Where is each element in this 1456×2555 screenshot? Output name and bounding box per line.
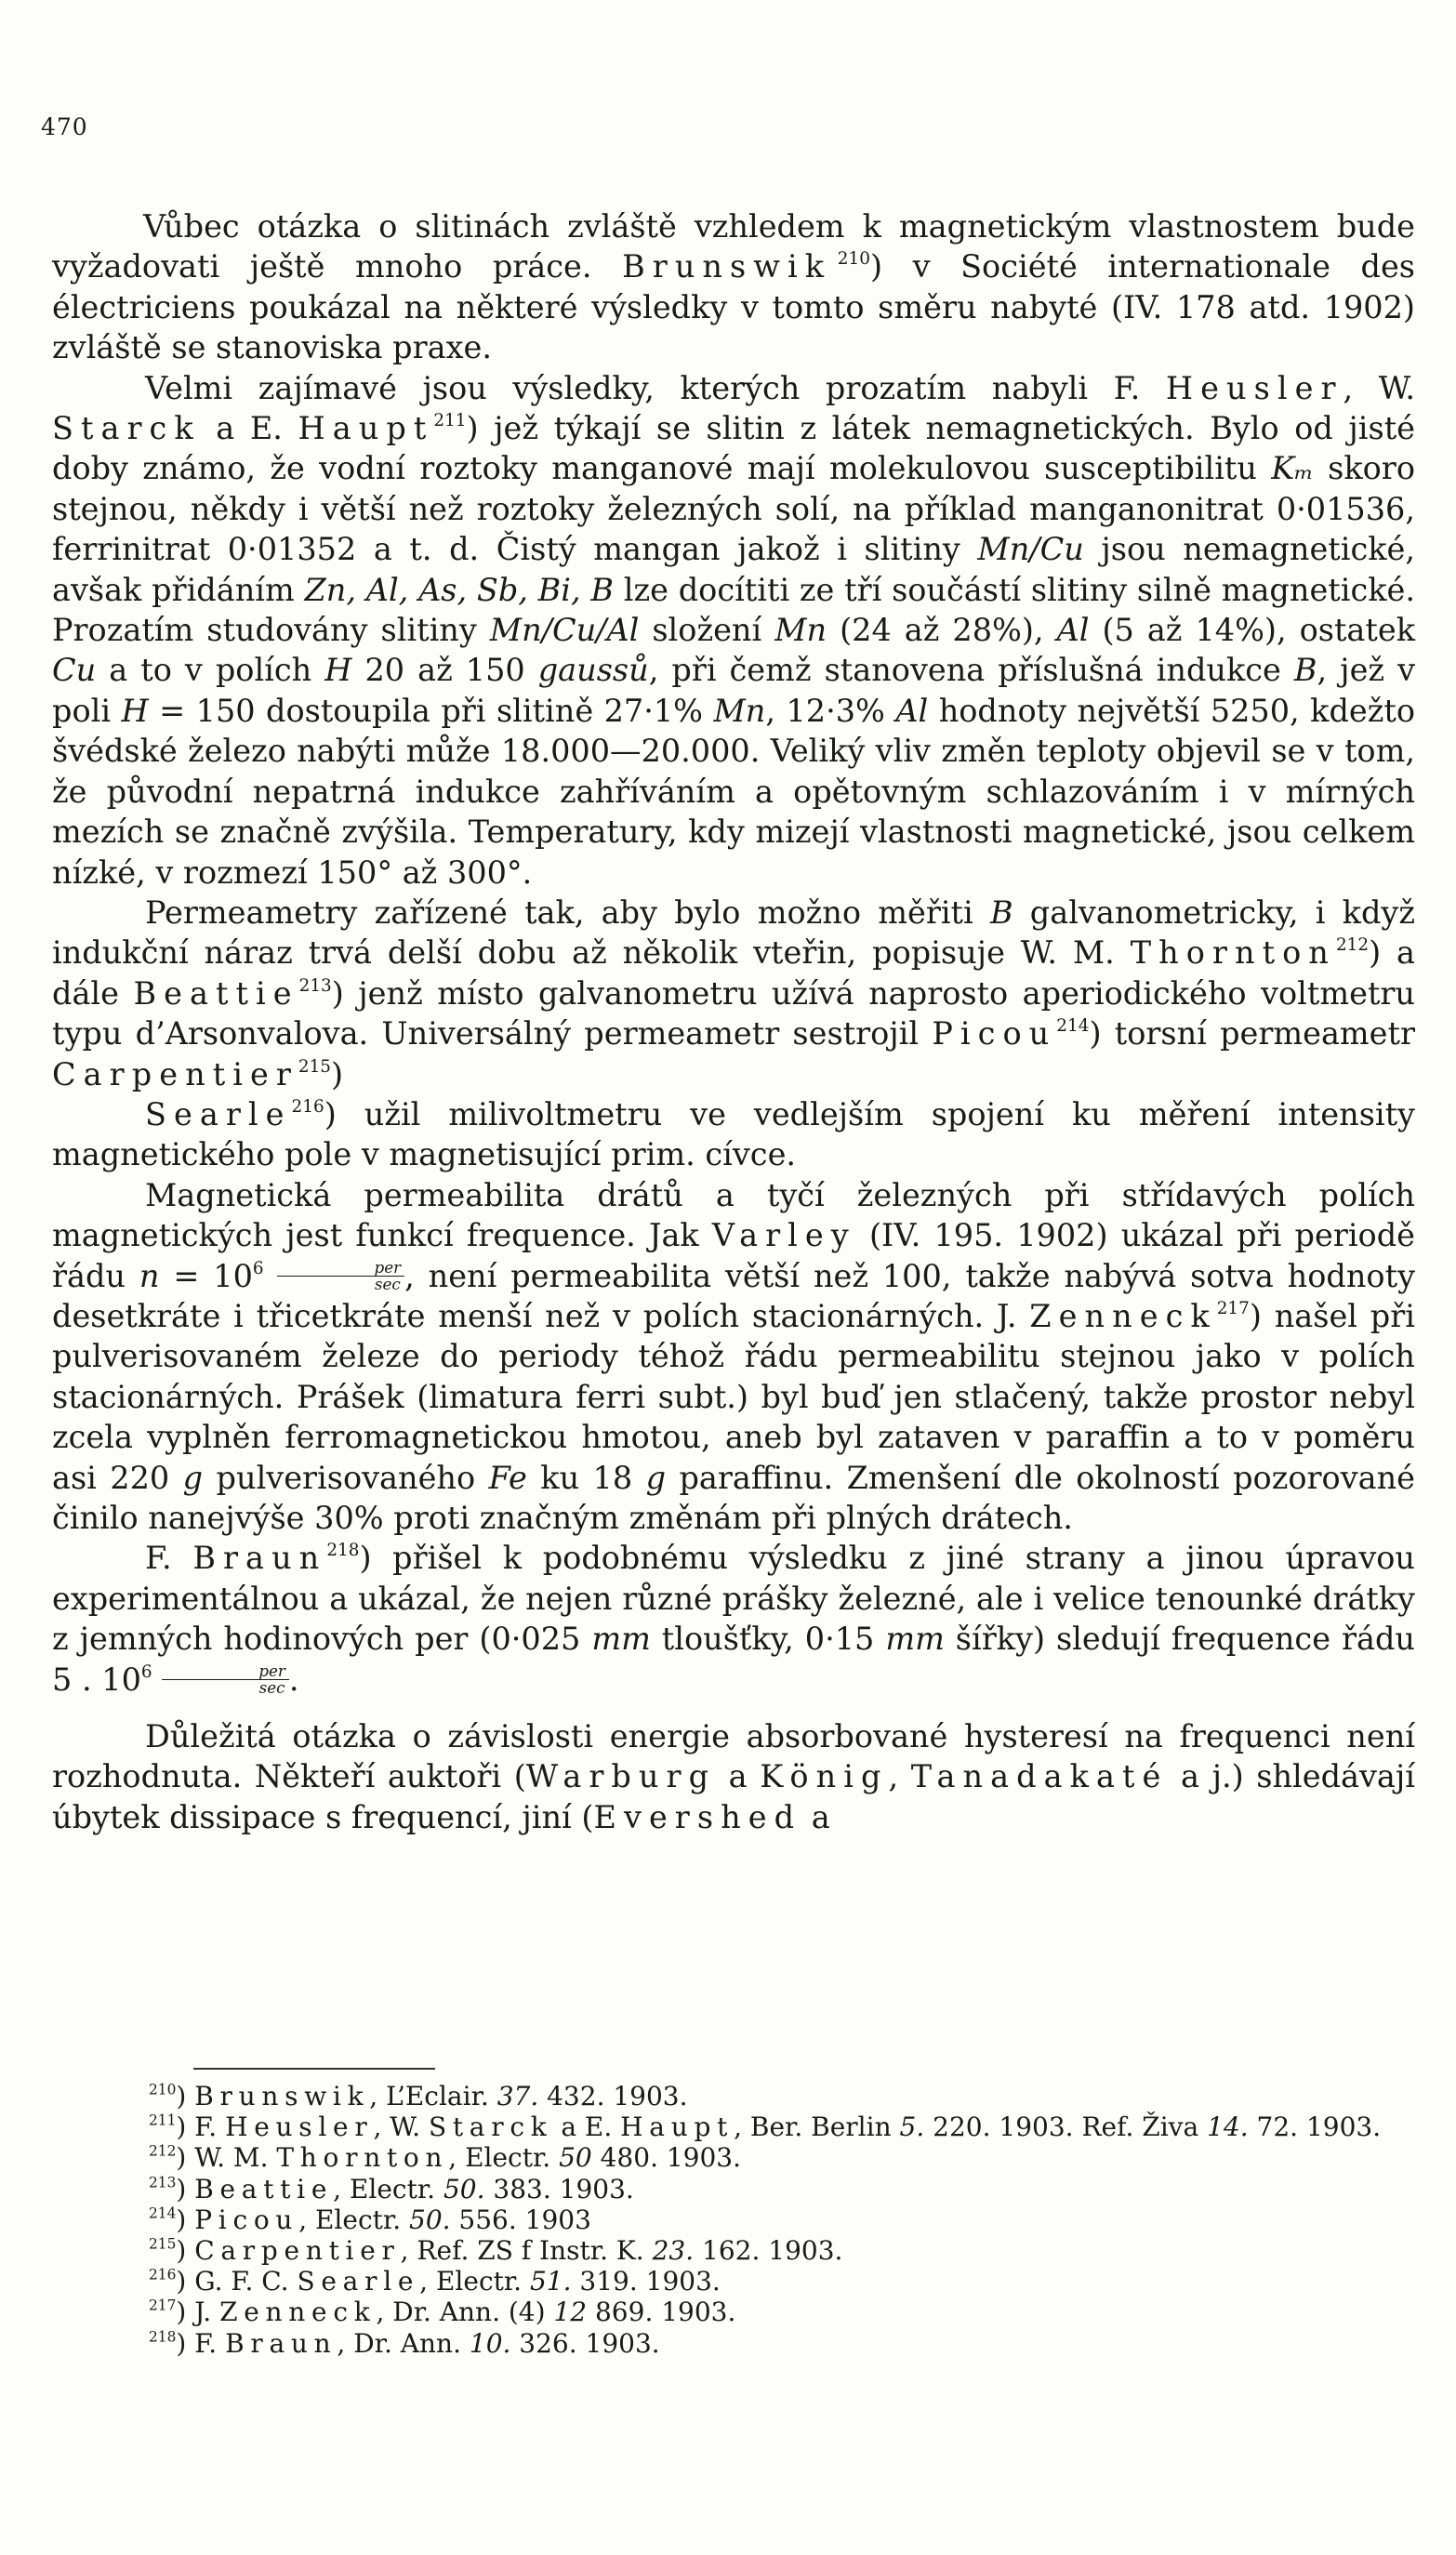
author-name: Heusler <box>1165 369 1343 406</box>
footnote-number: 217 <box>149 2297 177 2314</box>
footnote-separator <box>193 2068 435 2070</box>
main-text <box>52 206 1415 1837</box>
paragraph-3: Permeametry zařízené tak, aby bylo možno měřiti B galvanometricky, i když indukční náraz trvá delší dobu až několik vteřin, popisuje W. M. Thornton$^{212}$) a dále Beattie$^{213}$) jenž místo galvanometru užívá naprosto aperiodického voltmetru typu d’Arsonvalova. Universálný permeametr sestrojil Picou$^{214}$) torsní permeametr Carpentier$^{215}$) <box>52 894 1415 1092</box>
paragraph-2: Velmi zajímavé jsou výsledky, kterých prozatím nabyli F. Heusler, W. Starck a E. Haupt$^{211}$) jež týkají se slitin z látek nemagnetických. Bylo od jisté doby známo, že vodní roztoky manganové mají molekulovou susceptibilitu Kₘ skoro stejnou, někdy i větší než roztoky železných solí, na příklad manganonitrat 0·01536, ferrinitrat 0·01352 a t. d. Čistý mangan jakož i slitiny Mn/Cu jsou nemagnetické, avšak přidáním Zn, Al, As, Sb, Bi, B lze docítiti ze tří součástí slitiny silně magnetické. Prozatím studovány slitiny Mn/Cu/Al složení Mn (24 až 28%), Al (5 až 14%), ostatek Cu a to v polích H 20 až 150 gaussů, při čemž stanovena příslušná indukce B, jež v poli H = 150 dostoupila při slitině 27·1% Mn, 12·3% Al hodnoty největší 5250, kdežto švédské železo nabýti může 18.000—20.000. Veliký vliv změn teploty objevil se v tom, že původní nepatrná indukce zahříváním a opětovným schlazováním i v mírných mezích se značně zvýšila. Temperatury, kdy mizejí vlastnosti magnetické, jsou celkem nízké, v rozmezí 150° až 300°. <box>52 369 1415 891</box>
footnote: $^{214}$) Picou, Electr. 50. 556. 1903 <box>149 2204 591 2235</box>
author-name: Carpentier <box>52 1055 298 1092</box>
footnote-number: 218 <box>149 2328 177 2346</box>
footnote-number: 210 <box>149 2081 177 2098</box>
paragraph-4: Searle$^{216}$) užil milivoltmetru ve vedlejším spojení ku měření intensity magnetického pole v magnetisující prim. cívce. <box>52 1095 1415 1173</box>
footnote-ref: 213 <box>298 975 332 996</box>
author-name: Haupt <box>298 410 434 447</box>
author-name: Searle <box>145 1095 292 1132</box>
footnote-ref: 214 <box>1056 1016 1090 1037</box>
footnote: $^{217}$) J. Zenneck, Dr. Ann. (4) 12 869. 1903. <box>149 2297 736 2328</box>
footnote: $^{215}$) Carpentier, Ref. ZS f Instr. K. 23. 162. 1903. <box>149 2235 843 2267</box>
footnote-ref: 215 <box>298 1056 332 1077</box>
author-name: König <box>760 1758 889 1795</box>
footnote-ref: 217 <box>1216 1299 1250 1319</box>
footnote-number: 213 <box>149 2174 177 2191</box>
author-name: Brunswik <box>622 248 832 285</box>
footnote-number: 214 <box>149 2204 177 2222</box>
author-name: Evershed <box>593 1798 802 1835</box>
footnote-ref: 216 <box>291 1097 324 1118</box>
footnote-ref: 211 <box>433 411 467 431</box>
footnote-number: 215 <box>149 2235 177 2253</box>
author-name: Picou <box>932 1015 1057 1052</box>
author-name: Zenneck <box>1029 1297 1217 1334</box>
paragraph-1: Vůbec otázka o slitinách zvláště vzhledem k magnetickým vlastnostem bude vyžadovati ještě mnoho práce. Brunswik $^{210}$) v Société internationale des électriciens poukázal na některé výsledky v tomto směru nabyté (IV. 178 atd. 1902) zvláště se stanoviska praxe. <box>52 208 1415 366</box>
paragraph-6: F. Braun$^{218}$) přišel k podobnému výsledku z jiné strany a jinou úpravou experimentálnou a ukázal, že nejen různé prášky železné, ale i velice tenounké drátky z jemných hodinových per (0·025 mm tloušťky, 0·15 mm šířky) sledují frequence řádu 5 . $10^6$ $\frac{\text{per}}{\sec}$ . <box>52 1540 1416 1698</box>
footnote-ref: 212 <box>1335 935 1370 956</box>
fraction-per-sec: $\frac{\text{per}}{\sec}$ <box>162 1663 289 1696</box>
paragraph-5: Magnetická permeabilita drátů a tyčí železných při střídavých polích magnetických jest funkcí frequence. Jak Varley (IV. 195. 1902) ukázal při periodě řádu $n = 10^6$ $\frac{\text{per}}{\sec}$ , není permeabilita větší než 100, takže nabývá sotva hodnoty desetkráte i třicetkráte menší než v polích stacionárných. J. Zenneck$^{217}$) našel při pulverisovaném železe do periody téhož řádu permeabilitu stejnou jako v polích stacionárných. Prášek (limatura ferri subt.) byl buď jen stlačený, takže prostor nebyl zcela vyplněn ferromagnetickou hmotou, aneb byl zataven v paraffin a to v poměru asi 220 g pulverisovaného Fe ku 18 g paraffinu. Zmenšení dle okolností pozorované činilo nanejvýše 30% proti značným změnám při plných drátech. <box>52 1176 1415 1536</box>
paragraph-7: Důležitá otázka o závislosti energie absorbované hysteresí na frequenci není rozhodnuta. Někteří auktoři (Warburg a König, Tanadakaté a j.) shledávají úbytek dissipace s frequencí, jiní (Evershed a <box>52 1718 1415 1835</box>
author-name: Thornton <box>1130 934 1336 972</box>
page-number: 470 <box>41 113 88 140</box>
footnote: $^{218}$) F. Braun, Dr. Ann. 10. 326. 1903. <box>149 2327 660 2359</box>
footnote: $^{210}$) Brunswik, L’Eclair. 37. 432. 1903. <box>149 2081 688 2112</box>
author-name: Varley <box>711 1217 856 1254</box>
footnote: $^{213}$) Beattie, Electr. 50. 383. 1903. <box>149 2173 634 2204</box>
footnote-number: 216 <box>149 2266 177 2284</box>
footnote: $^{211}$) F. Heusler, W. Starck a E. Haupt, Ber. Berlin 5. 220. 1903. Ref. Živa 14. 72. 1903. <box>149 2112 1382 2143</box>
footnote-number: 212 <box>149 2142 177 2160</box>
footnote-ref: 218 <box>326 1541 360 1561</box>
author-name: Starck <box>52 410 201 447</box>
author-name: Tanadakaté <box>910 1758 1169 1795</box>
footnote: $^{216}$) G. F. C. Searle, Electr. 51. 319. 1903. <box>149 2266 721 2297</box>
author-name: Beattie <box>133 974 299 1012</box>
fraction-per-sec: $\frac{\text{per}}{\sec}$ <box>277 1260 404 1292</box>
footnote: $^{212}$) W. M. Thornton, Electr. 50 480. 1903. <box>149 2142 742 2174</box>
footnote-number: 211 <box>149 2112 177 2129</box>
author-name: Warburg <box>525 1758 717 1795</box>
footnotes <box>56 2081 1413 2359</box>
footnote-ref: 210 <box>837 249 870 270</box>
author-name: Braun <box>192 1540 327 1577</box>
